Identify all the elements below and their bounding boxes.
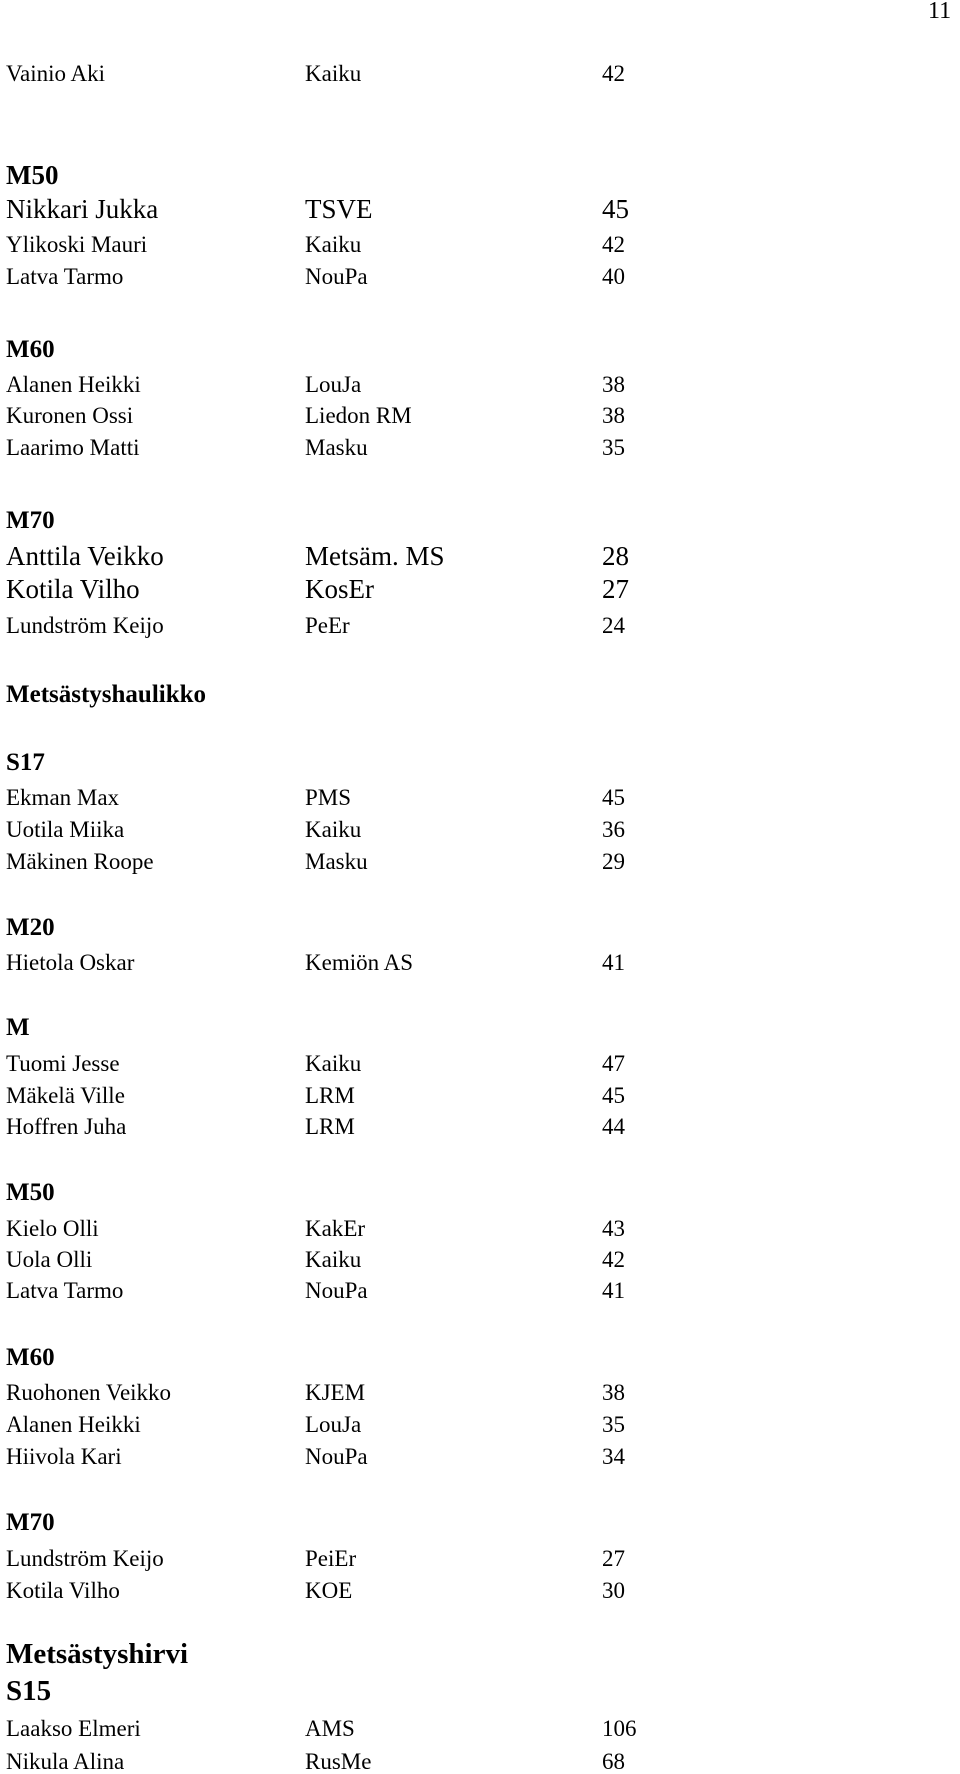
competitor-name: Kotila Vilho bbox=[6, 1578, 120, 1603]
competitor-name: Hoffren Juha bbox=[6, 1114, 127, 1139]
competitor-club: PMS bbox=[305, 785, 352, 810]
competitor-club: Kemiön AS bbox=[305, 950, 413, 975]
section-title: Metsästyshaulikko bbox=[6, 681, 207, 708]
competitor-score: 34 bbox=[602, 1444, 625, 1469]
competitor-name: Hiivola Kari bbox=[6, 1444, 122, 1469]
class-heading: M50 bbox=[6, 1179, 55, 1206]
competitor-score: 27 bbox=[602, 574, 629, 604]
competitor-score: 45 bbox=[602, 194, 629, 224]
competitor-name: Nikula Alina bbox=[6, 1749, 125, 1774]
competitor-score: 45 bbox=[602, 785, 625, 810]
class-heading: M50 bbox=[6, 160, 59, 190]
competitor-score: 41 bbox=[602, 1278, 625, 1303]
competitor-club: TSVE bbox=[305, 194, 373, 224]
competitor-score: 45 bbox=[602, 1083, 625, 1108]
competitor-name: Lundström Keijo bbox=[6, 613, 164, 638]
competitor-name: Uola Olli bbox=[6, 1247, 93, 1272]
competitor-score: 44 bbox=[602, 1114, 625, 1139]
competitor-name: Tuomi Jesse bbox=[6, 1051, 120, 1076]
competitor-name: Latva Tarmo bbox=[6, 1278, 124, 1303]
competitor-score: 106 bbox=[602, 1716, 637, 1741]
competitor-club: Metsäm. MS bbox=[305, 541, 445, 571]
competitor-name: Mäkelä Ville bbox=[6, 1083, 125, 1108]
competitor-club: RusMe bbox=[305, 1749, 372, 1774]
competitor-club: Liedon RM bbox=[305, 403, 412, 428]
class-heading: S15 bbox=[6, 1675, 52, 1707]
competitor-club: LRM bbox=[305, 1114, 355, 1139]
competitor-score: 42 bbox=[602, 61, 625, 86]
competitor-score: 42 bbox=[602, 1247, 625, 1272]
class-heading: M70 bbox=[6, 507, 55, 534]
competitor-name: Lundström Keijo bbox=[6, 1546, 164, 1571]
competitor-name: Ylikoski Mauri bbox=[6, 232, 148, 257]
competitor-score: 42 bbox=[602, 232, 625, 257]
competitor-club: Masku bbox=[305, 435, 368, 460]
competitor-club: NouPa bbox=[305, 1278, 368, 1303]
class-heading: M70 bbox=[6, 1509, 55, 1536]
competitor-name: Anttila Veikko bbox=[6, 541, 164, 571]
competitor-club: KakEr bbox=[305, 1216, 366, 1241]
class-heading: S17 bbox=[6, 749, 45, 776]
competitor-name: Laakso Elmeri bbox=[6, 1716, 141, 1741]
competitor-club: Kaiku bbox=[305, 817, 362, 842]
class-heading: M bbox=[6, 1014, 30, 1041]
competitor-club: KOE bbox=[305, 1578, 353, 1603]
competitor-score: 24 bbox=[602, 613, 625, 638]
competitor-club: Kaiku bbox=[305, 232, 362, 257]
competitor-name: Uotila Miika bbox=[6, 817, 125, 842]
competitor-club: Masku bbox=[305, 849, 368, 874]
page-number: 11 bbox=[928, 0, 952, 24]
competitor-score: 27 bbox=[602, 1546, 625, 1571]
competitor-club: Kaiku bbox=[305, 1051, 362, 1076]
competitor-name: Vainio Aki bbox=[6, 61, 106, 86]
class-heading: M60 bbox=[6, 336, 55, 363]
competitor-score: 47 bbox=[602, 1051, 625, 1076]
competitor-name: Ekman Max bbox=[6, 785, 120, 810]
competitor-name: Mäkinen Roope bbox=[6, 849, 154, 874]
competitor-club: Kaiku bbox=[305, 1247, 362, 1272]
competitor-name: Laarimo Matti bbox=[6, 435, 140, 460]
competitor-club: LouJa bbox=[305, 1412, 362, 1437]
competitor-score: 41 bbox=[602, 950, 625, 975]
competitor-club: NouPa bbox=[305, 1444, 368, 1469]
competitor-score: 68 bbox=[602, 1749, 625, 1774]
competitor-club: PeEr bbox=[305, 613, 350, 638]
competitor-score: 28 bbox=[602, 541, 629, 571]
competitor-club: AMS bbox=[305, 1716, 355, 1741]
competitor-score: 35 bbox=[602, 435, 625, 460]
class-heading: M20 bbox=[6, 914, 55, 941]
competitor-club: KosEr bbox=[305, 574, 374, 604]
competitor-name: Latva Tarmo bbox=[6, 264, 124, 289]
competitor-score: 40 bbox=[602, 264, 625, 289]
competitor-name: Kuronen Ossi bbox=[6, 403, 134, 428]
competitor-name: Nikkari Jukka bbox=[6, 194, 159, 224]
competitor-club: NouPa bbox=[305, 264, 368, 289]
competitor-score: 29 bbox=[602, 849, 625, 874]
competitor-name: Hietola Oskar bbox=[6, 950, 135, 975]
competitor-score: 38 bbox=[602, 1380, 625, 1405]
competitor-score: 43 bbox=[602, 1216, 625, 1241]
competitor-name: Alanen Heikki bbox=[6, 1412, 141, 1437]
competitor-name: Alanen Heikki bbox=[6, 372, 141, 397]
competitor-score: 30 bbox=[602, 1578, 625, 1603]
competitor-score: 38 bbox=[602, 372, 625, 397]
competitor-club: LRM bbox=[305, 1083, 355, 1108]
competitor-score: 35 bbox=[602, 1412, 625, 1437]
competitor-club: Kaiku bbox=[305, 61, 362, 86]
competitor-name: Kotila Vilho bbox=[6, 574, 140, 604]
competitor-score: 38 bbox=[602, 403, 625, 428]
competitor-club: PeiEr bbox=[305, 1546, 357, 1571]
competitor-name: Kielo Olli bbox=[6, 1216, 99, 1241]
competitor-name: Ruohonen Veikko bbox=[6, 1380, 172, 1405]
competitor-club: LouJa bbox=[305, 372, 362, 397]
competitor-score: 36 bbox=[602, 817, 625, 842]
section-title: Metsästyshirvi bbox=[6, 1638, 189, 1670]
competitor-club: KJEM bbox=[305, 1380, 366, 1405]
class-heading: M60 bbox=[6, 1344, 55, 1371]
